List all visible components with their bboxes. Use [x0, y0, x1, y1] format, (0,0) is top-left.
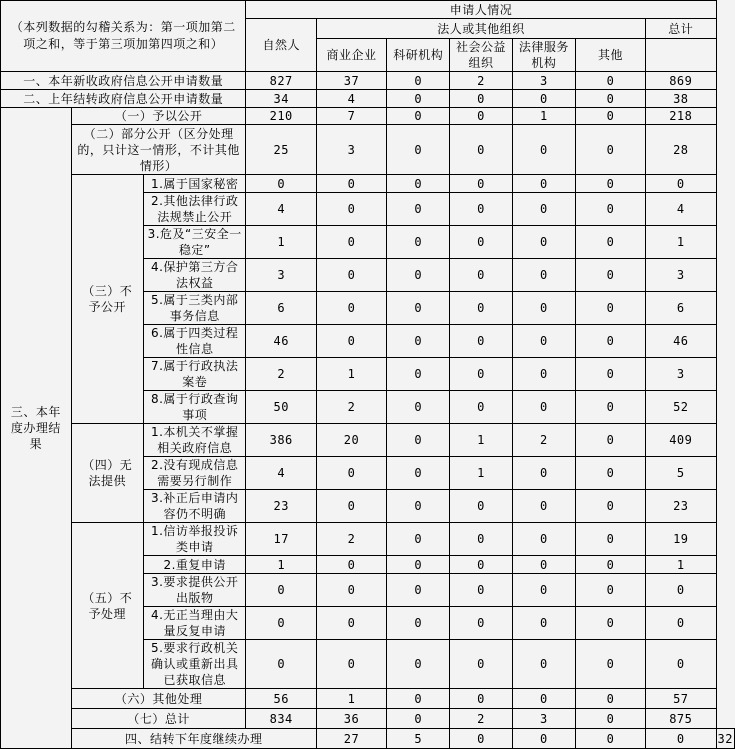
cell-public-welfare: 0 [450, 391, 512, 424]
table-row-carry-forward [1, 729, 735, 749]
cell-public-welfare: 0 [450, 292, 512, 325]
cell-commercial: 5 [387, 729, 450, 749]
cell-other: 0 [575, 523, 645, 556]
cell-natural: 0 [246, 175, 316, 193]
cell-public-welfare: 0 [450, 523, 512, 556]
cell-natural: 3 [246, 259, 316, 292]
cell-other: 0 [575, 175, 645, 193]
row-label: 2.重复申请 [143, 556, 246, 574]
cell-commercial: 37 [316, 72, 386, 90]
cell-research: 0 [387, 640, 450, 689]
row-label: （二）部分公开（区分处理的，只计这一情形，不计其他情形） [71, 125, 246, 175]
row-label: 3.补正后申请内容仍不明确 [143, 490, 246, 523]
cell-other: 0 [575, 193, 645, 226]
row-label: 6.属于四类过程性信息 [143, 325, 246, 358]
header-note: （本列数据的勾稽关系为：第一项加第二项之和，等于第三项加第四项之和） [1, 1, 246, 72]
cell-natural: 2 [246, 358, 316, 391]
row-label: 7.属于行政执法案卷 [143, 358, 246, 391]
cell-total: 0 [646, 640, 717, 689]
cell-commercial: 1 [316, 358, 386, 391]
table-row-new-requests [1, 72, 735, 90]
cell-natural: 4 [246, 193, 316, 226]
cell-other: 0 [575, 607, 645, 640]
cell-total: 0 [646, 607, 717, 640]
cell-other: 0 [575, 125, 645, 175]
cell-total: 1 [646, 556, 717, 574]
cell-public-welfare: 0 [450, 108, 512, 125]
cell-total: 19 [646, 523, 717, 556]
cell-commercial: 0 [316, 640, 386, 689]
cell-total: 5 [646, 457, 717, 490]
cell-natural: 46 [246, 325, 316, 358]
cell-other: 0 [575, 640, 645, 689]
cell-research: 0 [387, 709, 450, 729]
cell-natural: 25 [246, 125, 316, 175]
cell-research: 0 [387, 125, 450, 175]
cell-total: 3 [646, 259, 717, 292]
cell-public-welfare: 0 [450, 226, 512, 259]
cell-natural: 0 [246, 640, 316, 689]
cell-total: 32 [716, 729, 734, 749]
cell-total: 57 [646, 689, 717, 709]
row-label: （一）予以公开 [71, 108, 246, 125]
table-row-partial [1, 125, 735, 175]
cell-natural: 834 [246, 709, 316, 729]
table-row-other-processing [1, 689, 735, 709]
cell-commercial: 0 [316, 457, 386, 490]
cell-research: 0 [387, 523, 450, 556]
cell-research: 0 [387, 424, 450, 457]
cell-commercial: 0 [316, 325, 386, 358]
cell-public-welfare: 1 [450, 424, 512, 457]
cell-legal-service: 2 [512, 424, 575, 457]
cell-total: 3 [646, 358, 717, 391]
header-legal-or-other-org: 法人或其他组织 [316, 19, 645, 39]
header-other: 其他 [575, 39, 645, 72]
cell-research: 0 [387, 193, 450, 226]
cell-legal-service: 0 [512, 391, 575, 424]
cell-public-welfare: 0 [450, 125, 512, 175]
cell-total: 4 [646, 193, 717, 226]
cell-legal-service: 0 [512, 574, 575, 607]
cell-commercial: 0 [316, 490, 386, 523]
cell-total: 46 [646, 325, 717, 358]
cell-legal-service: 0 [512, 457, 575, 490]
cell-research: 0 [387, 259, 450, 292]
cell-commercial: 0 [316, 607, 386, 640]
cell-total: 6 [646, 292, 717, 325]
cell-other: 0 [575, 108, 645, 125]
cell-total: 869 [646, 72, 717, 90]
header-public-welfare: 社会公益组织 [450, 39, 512, 72]
row-label: 1.本机关不掌握相关政府信息 [143, 424, 246, 457]
cell-public-welfare: 0 [450, 574, 512, 607]
cell-other: 0 [575, 72, 645, 90]
header-natural-person: 自然人 [246, 19, 316, 72]
cell-legal-service: 0 [512, 259, 575, 292]
cell-natural: 0 [246, 607, 316, 640]
cell-legal-service: 3 [512, 709, 575, 729]
cell-other: 0 [575, 574, 645, 607]
cell-research: 0 [387, 574, 450, 607]
cell-natural: 34 [246, 90, 316, 108]
header-total: 总计 [646, 19, 717, 39]
cell-legal-service: 0 [512, 689, 575, 709]
cell-research: 0 [387, 457, 450, 490]
row-label: （六）其他处理 [71, 689, 246, 709]
cell-legal-service: 0 [512, 490, 575, 523]
cell-research: 0 [450, 729, 512, 749]
cell-natural: 0 [246, 574, 316, 607]
table-row-carried-over [1, 90, 735, 108]
cell-commercial: 0 [316, 292, 386, 325]
cell-public-welfare: 0 [450, 607, 512, 640]
row-label: 1.属于国家秘密 [143, 175, 246, 193]
cell-total: 1 [646, 226, 717, 259]
row-label: 2.没有现成信息需要另行制作 [143, 457, 246, 490]
cell-research: 0 [387, 108, 450, 125]
row-label: 四、结转下年度继续办理 [71, 729, 316, 749]
cell-commercial: 2 [316, 523, 386, 556]
section3-label: 三、本年度办理结果 [1, 108, 72, 749]
cell-other: 0 [575, 490, 645, 523]
cell-legal-service: 0 [512, 175, 575, 193]
row-label: 3.要求提供公开出版物 [143, 574, 246, 607]
group-label-not-processed: （五）不予处理 [71, 523, 143, 689]
cell-public-welfare: 0 [450, 193, 512, 226]
cell-other: 0 [575, 358, 645, 391]
table-row-subtotal [1, 709, 735, 729]
cell-public-welfare: 0 [450, 259, 512, 292]
cell-natural: 6 [246, 292, 316, 325]
cell-total: 0 [646, 175, 717, 193]
cell-research: 0 [387, 292, 450, 325]
cell-legal-service: 0 [512, 556, 575, 574]
cell-natural: 210 [246, 108, 316, 125]
cell-legal-service: 0 [512, 325, 575, 358]
cell-legal-service: 0 [512, 226, 575, 259]
cell-total: 0 [646, 574, 717, 607]
cell-public-welfare: 0 [450, 556, 512, 574]
cell-natural: 1 [246, 556, 316, 574]
cell-total: 875 [646, 709, 717, 729]
cell-legal-service: 1 [512, 108, 575, 125]
cell-natural: 17 [246, 523, 316, 556]
cell-commercial: 3 [316, 125, 386, 175]
row-label: 8.属于行政查询事项 [143, 391, 246, 424]
cell-legal-service: 0 [512, 292, 575, 325]
table-row-unable-1 [1, 424, 735, 457]
header-research: 科研机构 [387, 39, 450, 72]
cell-legal-service: 3 [512, 72, 575, 90]
cell-total: 52 [646, 391, 717, 424]
cell-legal-service: 0 [512, 523, 575, 556]
cell-legal-service: 0 [575, 729, 645, 749]
header-commercial: 商业企业 [316, 39, 386, 72]
cell-natural: 827 [246, 72, 316, 90]
header-applicant-situation: 申请人情况 [246, 1, 716, 19]
cell-legal-service: 0 [512, 90, 575, 108]
cell-natural: 386 [246, 424, 316, 457]
cell-research: 0 [387, 556, 450, 574]
cell-other: 0 [575, 424, 645, 457]
cell-other: 0 [646, 729, 717, 749]
cell-research: 0 [387, 90, 450, 108]
cell-other: 0 [575, 709, 645, 729]
cell-legal-service: 0 [512, 358, 575, 391]
cell-total: 23 [646, 490, 717, 523]
cell-natural: 23 [246, 490, 316, 523]
cell-public-welfare: 0 [450, 175, 512, 193]
cell-public-welfare: 0 [512, 729, 575, 749]
header-total-blank [646, 39, 717, 72]
row-label: 2.其他法律行政法规禁止公开 [143, 193, 246, 226]
row-label: 一、本年新收政府信息公开申请数量 [1, 72, 246, 90]
cell-public-welfare: 0 [450, 90, 512, 108]
cell-legal-service: 0 [512, 125, 575, 175]
cell-commercial: 0 [316, 574, 386, 607]
cell-commercial: 0 [316, 259, 386, 292]
cell-commercial: 2 [316, 391, 386, 424]
cell-public-welfare: 1 [450, 457, 512, 490]
cell-other: 0 [575, 325, 645, 358]
cell-natural: 4 [246, 457, 316, 490]
cell-commercial: 0 [316, 226, 386, 259]
cell-research: 0 [387, 607, 450, 640]
cell-commercial: 0 [316, 556, 386, 574]
cell-research: 0 [387, 175, 450, 193]
cell-research: 0 [387, 226, 450, 259]
cell-legal-service: 0 [512, 640, 575, 689]
cell-natural: 50 [246, 391, 316, 424]
cell-commercial: 36 [316, 709, 386, 729]
cell-other: 0 [575, 292, 645, 325]
cell-other: 0 [575, 457, 645, 490]
cell-public-welfare: 0 [450, 640, 512, 689]
row-label: 二、上年结转政府信息公开申请数量 [1, 90, 246, 108]
header-legal-service: 法律服务机构 [512, 39, 575, 72]
row-label: 4.保护第三方合法权益 [143, 259, 246, 292]
row-label: 5.属于三类内部事务信息 [143, 292, 246, 325]
cell-public-welfare: 0 [450, 325, 512, 358]
group-label-unable-to-provide: （四）无法提供 [71, 424, 143, 523]
row-label: （七）总计 [71, 709, 246, 729]
table-row-granted [1, 108, 735, 125]
row-label: 3.危及“三安全一稳定” [143, 226, 246, 259]
cell-total: 28 [646, 125, 717, 175]
cell-research: 0 [387, 72, 450, 90]
cell-public-welfare: 2 [450, 709, 512, 729]
cell-other: 0 [575, 90, 645, 108]
cell-other: 0 [575, 391, 645, 424]
cell-total: 218 [646, 108, 717, 125]
cell-other: 0 [575, 226, 645, 259]
cell-commercial: 0 [316, 175, 386, 193]
group-label-not-disclosed: （三）不予公开 [71, 175, 143, 424]
cell-public-welfare: 2 [450, 72, 512, 90]
cell-commercial: 0 [316, 193, 386, 226]
cell-public-welfare: 0 [450, 689, 512, 709]
cell-research: 0 [387, 358, 450, 391]
cell-commercial: 20 [316, 424, 386, 457]
cell-public-welfare: 0 [450, 358, 512, 391]
table-row-not-disclosed-1 [1, 175, 735, 193]
cell-other: 0 [575, 689, 645, 709]
cell-natural: 1 [246, 226, 316, 259]
cell-other: 0 [575, 556, 645, 574]
cell-research: 0 [387, 490, 450, 523]
header-row-1 [1, 1, 735, 19]
row-label: 1.信访举报投诉类申请 [143, 523, 246, 556]
row-label: 4.无正当理由大量反复申请 [143, 607, 246, 640]
cell-legal-service: 0 [512, 193, 575, 226]
cell-natural: 56 [246, 689, 316, 709]
cell-public-welfare: 0 [450, 490, 512, 523]
cell-commercial: 1 [316, 689, 386, 709]
cell-commercial: 4 [316, 90, 386, 108]
cell-legal-service: 0 [512, 607, 575, 640]
table-row-not-processed-1 [1, 523, 735, 556]
cell-other: 0 [575, 259, 645, 292]
row-label: 5.要求行政机关确认或重新出具已获取信息 [143, 640, 246, 689]
cell-natural: 27 [316, 729, 386, 749]
cell-total: 38 [646, 90, 717, 108]
cell-research: 0 [387, 689, 450, 709]
cell-research: 0 [387, 325, 450, 358]
cell-commercial: 7 [316, 108, 386, 125]
cell-total: 409 [646, 424, 717, 457]
cell-research: 0 [387, 391, 450, 424]
